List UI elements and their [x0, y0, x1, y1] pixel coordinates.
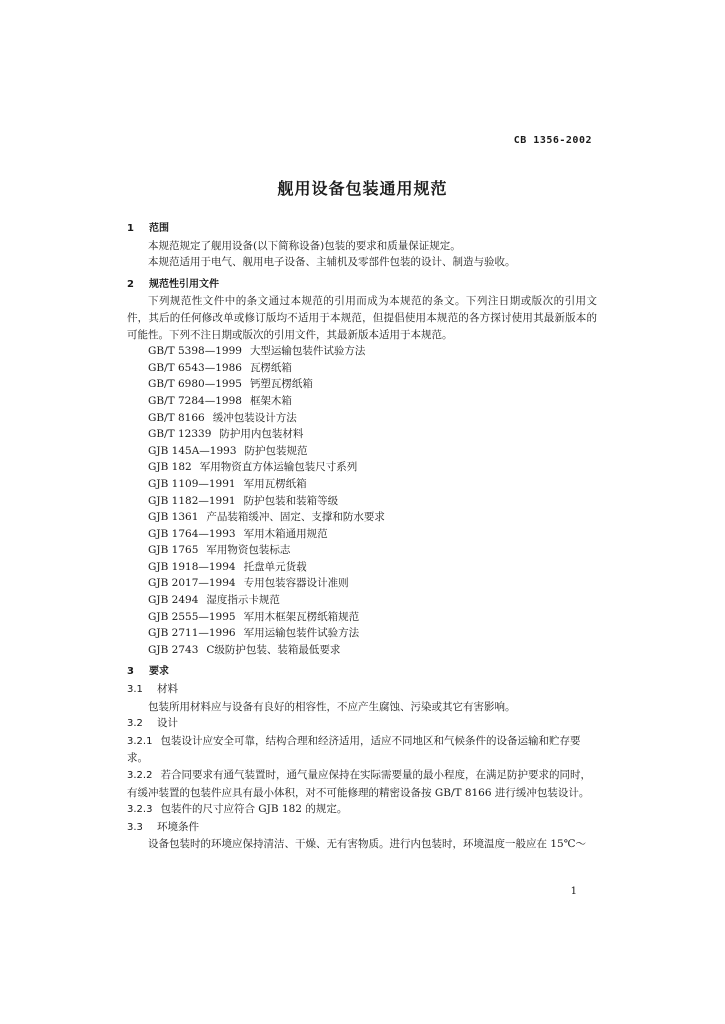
- section-number: 1: [127, 223, 134, 234]
- normative-references-paragraph: 下列规范性文件中的条文通过本规范的引用而成为本规范的条文。下列注日期或版次的引用文件，其后的任何修改单或修订版均不适用于本规范，但提倡使用本规范的各方探讨使用其最新版本的可能性。下列不注日期或版次的引用文件，其最新版本适用于本规范。: [127, 295, 597, 341]
- reference-item: GJB 1918—1994 托盘单元货载: [148, 560, 307, 573]
- reference-item: GB/T 6543—1986 瓦楞纸箱: [148, 361, 292, 374]
- clause-3-1-text: 包装所用材料应与设备有良好的相容性，不应产生腐蚀、污染或其它有害影响。: [148, 700, 516, 713]
- reference-item: GJB 1765 军用物资包装标志: [148, 544, 291, 557]
- reference-item: GJB 2555—1995 军用木框架瓦楞纸箱规范: [148, 610, 360, 623]
- section-1-heading: [127, 221, 597, 238]
- scope-line-2: 本规范适用于电气、舰用电子设备、主辅机及零部件包装的设计、制造与验收。: [148, 256, 516, 269]
- reference-item: GB/T 7284—1998 框架木箱: [148, 394, 292, 407]
- clause-3-3-heading: 3.3 环境条件: [127, 820, 199, 833]
- reference-item: GB/T 12339 防护用内包装材料: [148, 428, 304, 441]
- section-title: 范围: [149, 223, 169, 234]
- section-title: 要求: [149, 666, 169, 678]
- page-number: 1: [570, 886, 577, 897]
- reference-item: GJB 1361 产品装箱缓冲、固定、支撑和防水要求: [148, 511, 385, 524]
- clause-3-2-2: 3.2.2 若合同要求有通气装置时，通气量应保持在实际需要量的最小程度，在满足防护要求的同时，有缓冲装置的包装件应具有最小体积，对不可能修理的精密设备按 GB/T 8166 进行缓冲包装设计。: [127, 769, 591, 799]
- document-code: CB 1356-2002: [513, 135, 592, 146]
- reference-item: GJB 1764—1993 军用木箱通用规范: [148, 527, 328, 540]
- reference-item: GB/T 5398—1999 大型运输包装件试验方法: [148, 345, 366, 358]
- section-number: 2: [127, 278, 134, 290]
- scope-line-1: 本规范规定了舰用设备(以下简称设备)包装的要求和质量保证规定。: [148, 239, 461, 252]
- clause-3-1-heading: 3.1 材料: [127, 683, 178, 696]
- reference-list: [127, 343, 597, 658]
- reference-item: GJB 2743 C级防护包装、装箱最低要求: [148, 643, 341, 656]
- document-title: 舰用设备包装通用规范: [277, 179, 448, 198]
- section-number: 3: [127, 666, 134, 678]
- section-2-heading: [127, 277, 597, 294]
- reference-item: GJB 182 军用物资直方体运输包装尺寸系列: [148, 461, 358, 474]
- reference-item: GB/T 8166 缓冲包装设计方法: [148, 411, 297, 424]
- reference-item: GJB 2711—1996 军用运输包装件试验方法: [148, 627, 360, 640]
- section-3-heading: [127, 664, 597, 681]
- reference-item: GJB 2017—1994 专用包装容器设计准则: [148, 577, 349, 590]
- reference-item: GJB 145A—1993 防护包装规范: [148, 444, 308, 457]
- reference-item: GJB 1182—1991 防护包装和装箱等级: [148, 494, 339, 507]
- clause-3-2-heading: 3.2 设计: [127, 717, 178, 730]
- reference-item: GB/T 6980—1995 钙塑瓦楞纸箱: [148, 378, 313, 391]
- clause-3-2-3: 3.2.3 包装件的尺寸应符合 GJB 182 的规定。: [127, 803, 348, 816]
- clause-3-2-1: 3.2.1 包装设计应安全可靠，结构合理和经济适用，适应不同地区和气候条件的设备运输和贮存要求。: [127, 734, 581, 765]
- reference-item: GJB 1109—1991 军用瓦楞纸箱: [148, 477, 307, 490]
- reference-item: GJB 2494 湿度指示卡规范: [148, 594, 280, 607]
- document-body: [127, 218, 597, 853]
- clause-3-3-text: 设备包装时的环境应保持清洁、干燥、无有害物质。进行内包装时，环境温度一般应在 15℃～: [148, 838, 586, 851]
- section-title: 规范性引用文件: [149, 278, 219, 290]
